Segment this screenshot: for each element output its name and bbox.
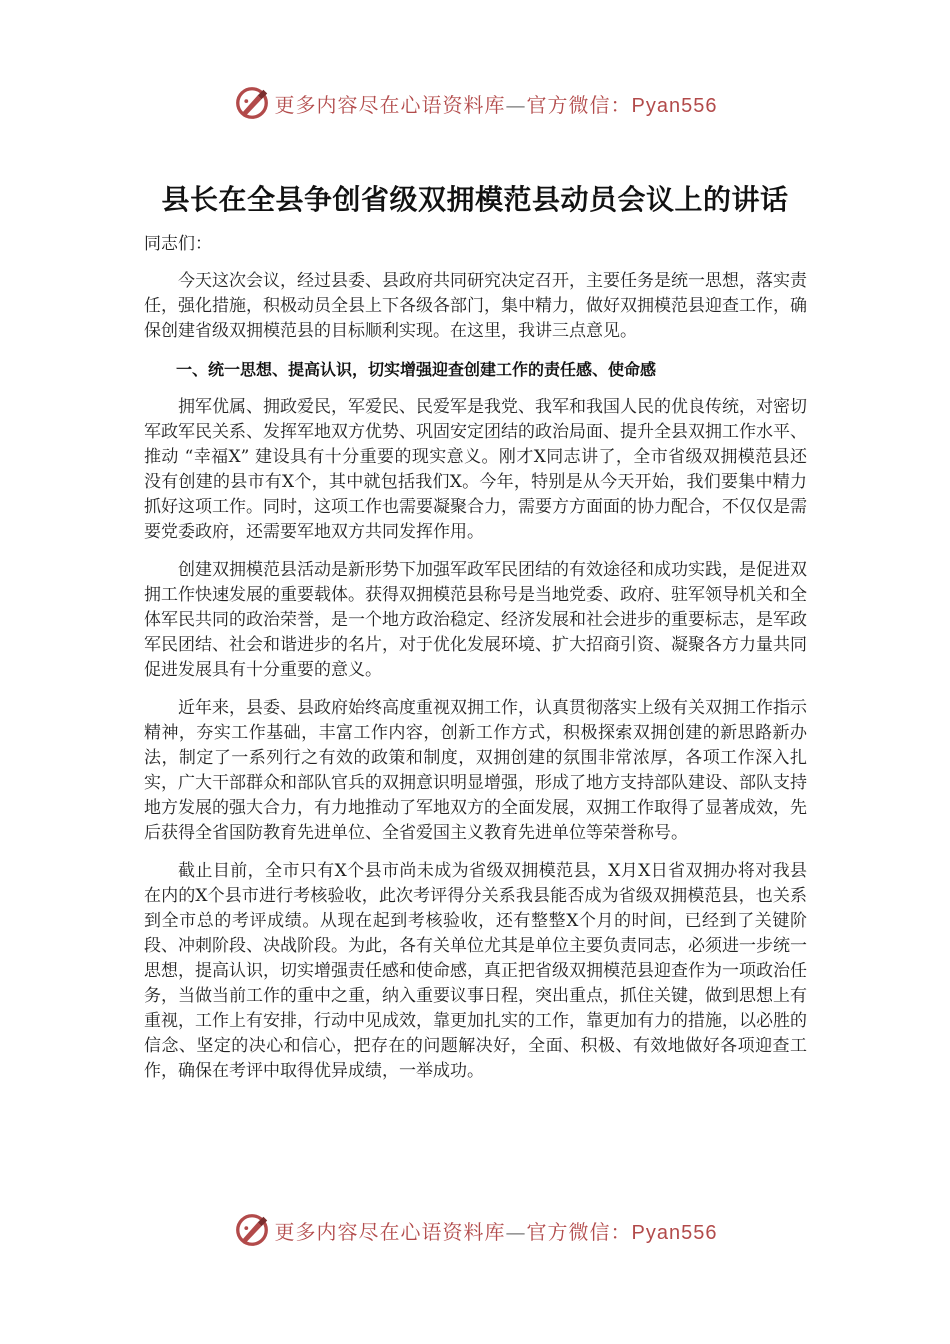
pen-logo-icon	[233, 1211, 271, 1249]
section-heading-1: 一、统一思想、提高认识，切实增强迎查创建工作的责任感、使命感	[176, 360, 657, 379]
banner-account: Pyan556	[631, 1221, 718, 1244]
paragraph: 截止目前，全市只有X个县市尚未成为省级双拥模范县，X月X日省双拥办将对我县在内的X个县市进行考核验收，此次考评得分关系我县能否成为省级双拥模范县，也关系到全市总的考评成绩。从现在起到考核验收，还有整整X个月的时间，已经到了关键阶段、冲刺阶段、决战阶段。为此，各有关单位尤其是单位主要负责同志，必须进一步统一思想，提高认识，切实增强责任感和使命感，真正把省级双拥模范县迎查作为一项政治任务，当做当前工作的重中之重，纳入重要议事日程，突出重点，抓住关键，做到思想上有重视，工作上有安排，行动中见成效，靠更加扎实的工作，靠更加有力的措施，以必胜的信念、坚定的决心和信心，把存在的问题解决好，全面、积极、有效地做好各项迎查工作，确保在考评中取得优异成绩，一举成功。	[144, 861, 807, 1081]
banner-wechat-label: 官方微信：	[526, 1219, 632, 1244]
paragraph: 近年来，县委、县政府始终高度重视双拥工作，认真贯彻落实上级有关双拥工作指示精神，夯实工作基础，丰富工作内容，创新工作方式，积极探索双拥创建的新思路新办法，制定了一系列行之有效的政策和制度，双拥创建的氛围非常浓厚，各项工作深入扎实，广大干部群众和部队官兵的双拥意识明显增强，形成了地方支持部队建设、部队支持地方发展的强大合力，有力地推动了军地双方的全面发展，双拥工作取得了显著成效，先后获得全省国防教育先进单位、全省爱国主义教育先进单位等荣誉称号。	[144, 698, 807, 843]
banner-main-text: 更多内容尽在心语资料库	[274, 92, 506, 117]
banner-separator: —	[505, 92, 527, 117]
banner-main-text: 更多内容尽在心语资料库	[274, 1219, 506, 1244]
document-body	[144, 232, 807, 1097]
paragraph-intro: 今天这次会议，经过县委、县政府共同研究决定召开，主要任务是统一思想，落实责任，强化措施，积极动员全县上下各级各部门，集中精力，做好双拥模范县迎查工作，确保创建省级双拥模范县的目标顺利实现。在这里，我讲三点意见。	[144, 271, 807, 341]
banner-wechat-label: 官方微信：	[526, 92, 632, 117]
document-title: 县长在全县争创省级双拥模范县动员会议上的讲话	[161, 183, 789, 216]
paragraph: 创建双拥模范县活动是新形势下加强军政军民团结的有效途径和成功实践，是促进双拥工作快速发展的重要载体。获得双拥模范县称号是当地党委、政府、驻军领导机关和全体军民共同的政治荣誉，是一个地方政治稳定、经济发展和社会进步的重要标志，是军政军民团结、社会和谐进步的名片，对于优化发展环境、扩大招商引资、凝聚各方力量共同促进发展具有十分重要的意义。	[144, 560, 807, 680]
header-banner	[0, 78, 950, 128]
banner-account: Pyan556	[631, 94, 718, 117]
pen-logo-icon	[233, 84, 271, 122]
salutation: 同志们：	[144, 234, 212, 254]
paragraph: 拥军优属、拥政爱民，军爱民、民爱军是我党、我军和我国人民的优良传统，对密切军政军民关系、发挥军地双方优势、巩固安定团结的政治局面、提升全县双拥工作水平、推动 “幸福X” 建设具有十分重要的现实意义。刚才X同志讲了，全市省级双拥模范县还没有创建的县市有X个，其中就包括我们X。今年，特别是从今天开始，我们要集中精力抓好这项工作。同时，这项工作也需要凝聚合力，需要方方面面的协力配合，不仅仅是需要党委政府，还需要军地双方共同发挥作用。	[144, 397, 807, 542]
banner-separator: —	[505, 1219, 527, 1244]
footer-banner	[0, 1205, 950, 1255]
